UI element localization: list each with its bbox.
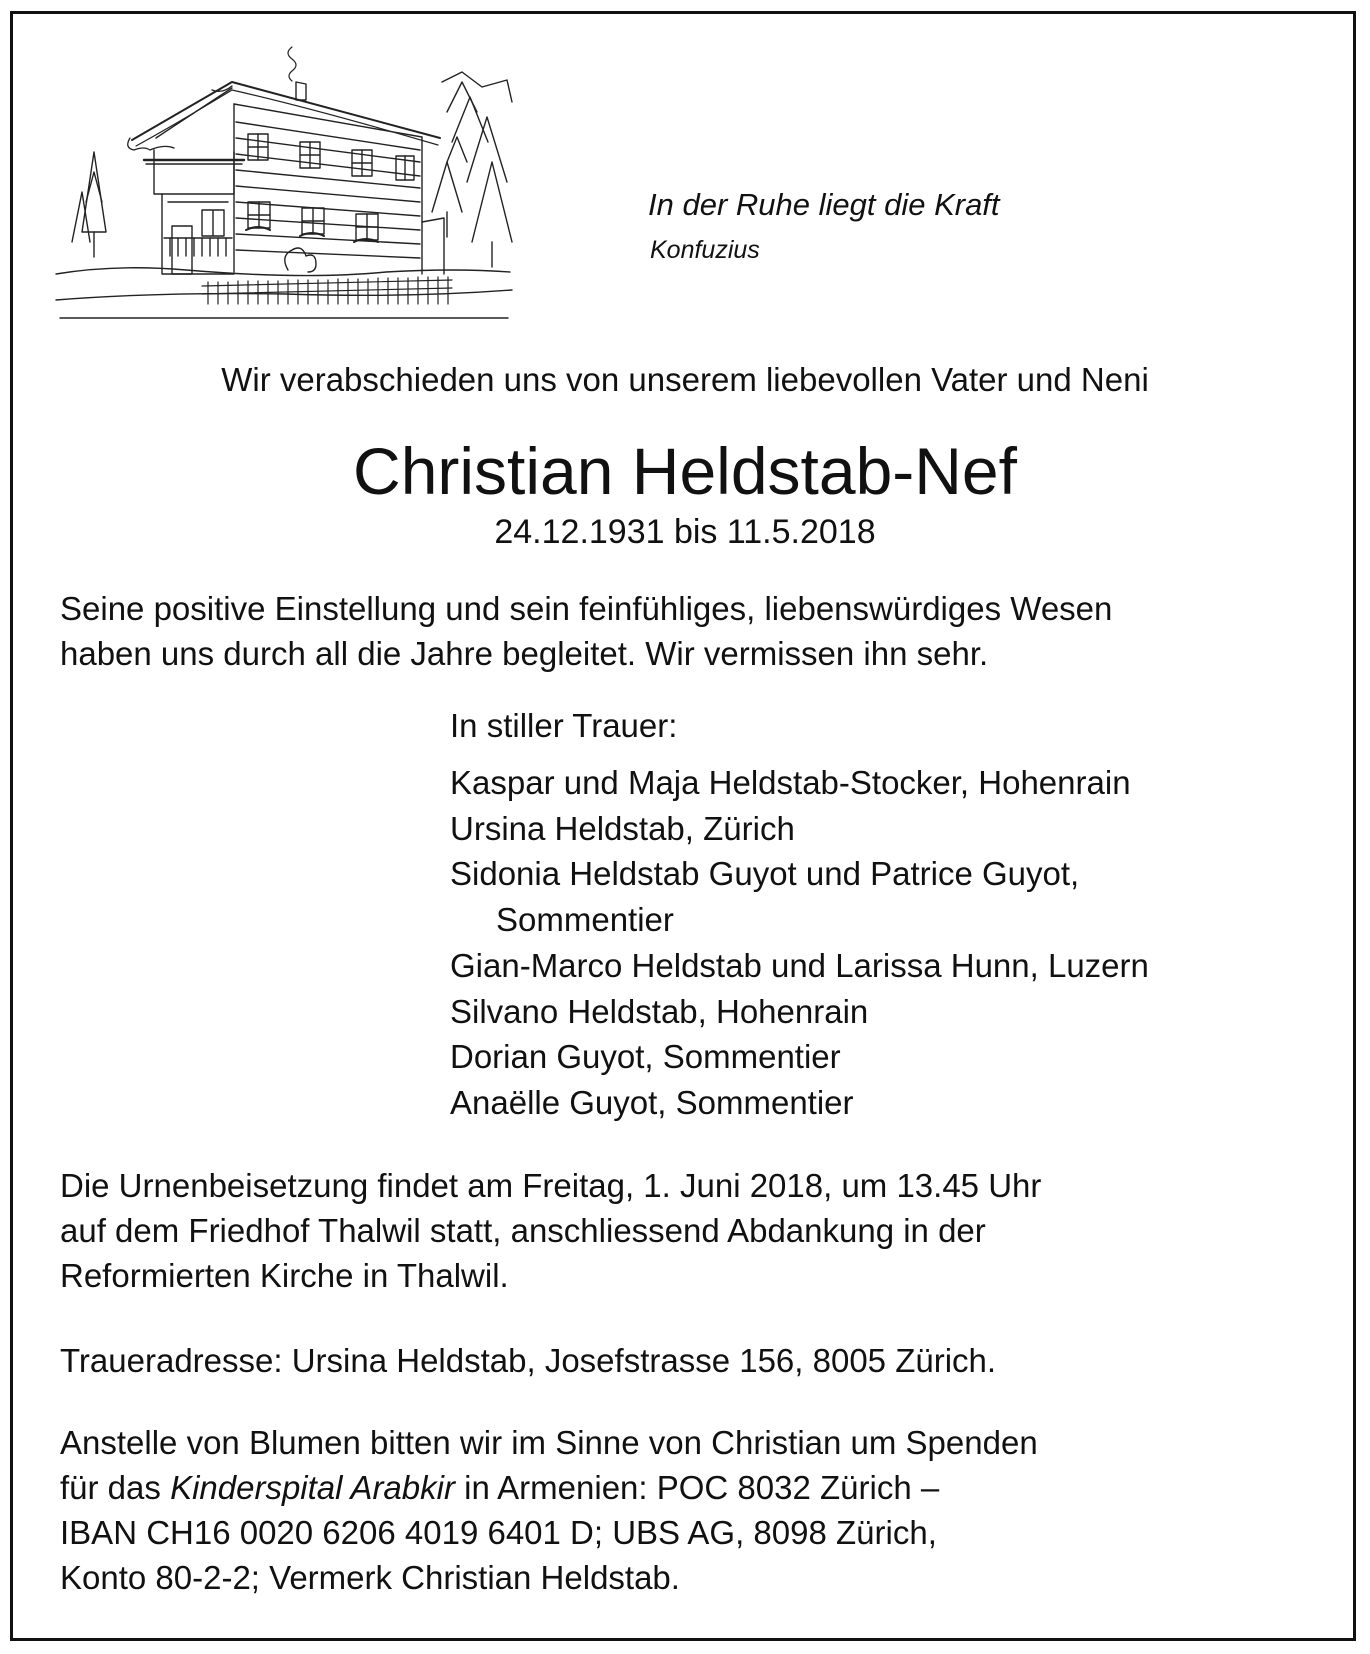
- quote-text: In der Ruhe liegt die Kraft: [648, 187, 1000, 222]
- mourner-line: Gian-Marco Heldstab und Larissa Hunn, Luzern: [450, 946, 1149, 984]
- mourner-line: Anaëlle Guyot, Sommentier: [450, 1083, 854, 1121]
- deceased-name: Christian Heldstab-Nef: [353, 434, 1017, 508]
- address-line: Traueradresse: Ursina Heldstab, Josefstrasse 156, 8005 Zürich.: [60, 1342, 997, 1379]
- appreciation-line: haben uns durch all die Jahre begleitet. Wir vermissen ihn sehr.: [60, 635, 989, 672]
- farewell-intro: Wir verabschieden uns von unserem liebevollen Vater und Neni: [221, 361, 1149, 398]
- appreciation-paragraph: [60, 586, 1112, 676]
- donation-line: [60, 1465, 1038, 1510]
- tree-left: [72, 152, 106, 257]
- chalet-illustration: [52, 42, 514, 324]
- mourning-address: [60, 1338, 996, 1383]
- donation-line: Konto 80-2-2; Vermerk Christian Heldstab.: [60, 1559, 680, 1596]
- lower-windows: [248, 202, 378, 240]
- mourner-line: Sidonia Heldstab Guyot und Patrice Guyot,: [450, 855, 1080, 893]
- funeral-line: Die Urnenbeisetzung findet am Freitag, 1. Juni 2018, um 13.45 Uhr: [60, 1167, 1042, 1204]
- mourner-line: Dorian Guyot, Sommentier: [450, 1038, 841, 1076]
- donation-line: Anstelle von Blumen bitten wir im Sinne von Christian um Spenden: [60, 1424, 1038, 1461]
- fence: [202, 277, 452, 304]
- mourning-label: In stiller Trauer:: [450, 707, 678, 744]
- donation-suffix: in Armenien: POC 8032 Zürich –: [454, 1469, 940, 1506]
- mourner-line: Silvano Heldstab, Hohenrain: [450, 992, 869, 1030]
- mourners-list: [450, 760, 1149, 1126]
- mourner-line: Sommentier: [496, 901, 674, 939]
- mourner-line: Ursina Heldstab, Zürich: [450, 809, 795, 847]
- mourner-line: Kaspar und Maja Heldstab-Stocker, Hohenrain: [450, 764, 1131, 801]
- life-dates: 24.12.1931 bis 11.5.2018: [494, 513, 876, 551]
- funeral-paragraph: [60, 1163, 1041, 1298]
- donation-line: IBAN CH16 0020 6206 4019 6401 D; UBS AG, 8098 Zürich,: [60, 1514, 937, 1551]
- appreciation-line: Seine positive Einstellung und sein feinfühliges, liebenswürdiges Wesen: [60, 590, 1113, 627]
- funeral-line: Reformierten Kirche in Thalwil.: [60, 1257, 509, 1294]
- charity-name: Kinderspital Arabkir: [170, 1469, 455, 1506]
- donation-paragraph: [60, 1420, 1038, 1600]
- funeral-line: auf dem Friedhof Thalwil statt, anschliessend Abdankung in der: [60, 1212, 986, 1249]
- quote-author: Konfuzius: [650, 236, 760, 264]
- donation-prefix: für das: [60, 1469, 171, 1506]
